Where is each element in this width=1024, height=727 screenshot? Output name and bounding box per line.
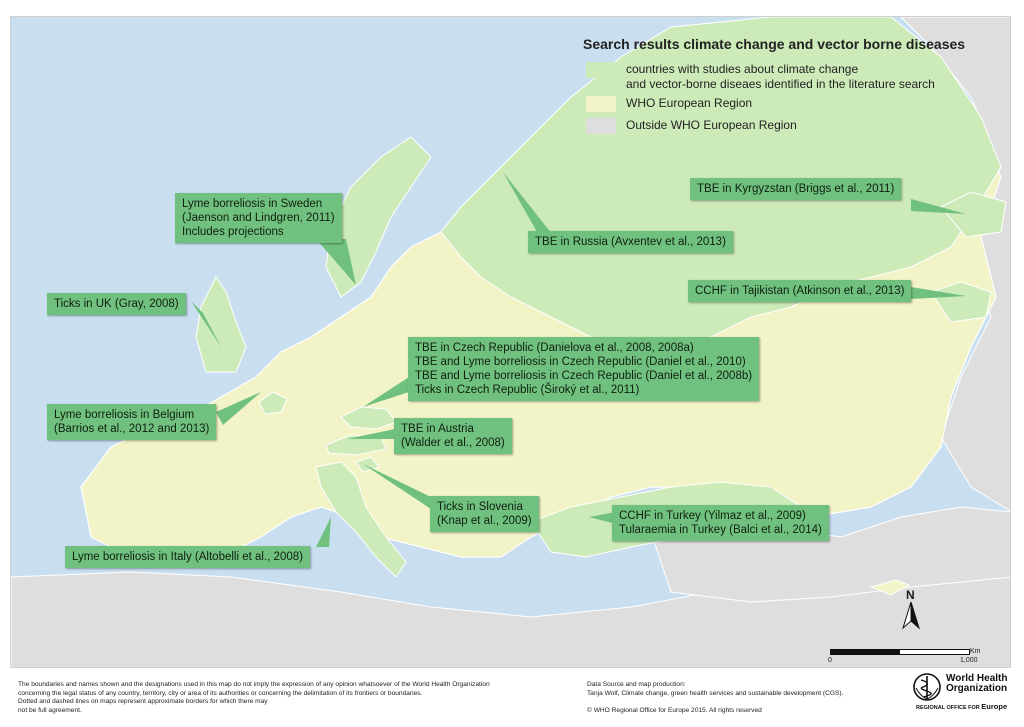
callout-austria: TBE in Austria (Walder et al., 2008) <box>394 418 512 454</box>
legend-label-studied: countries with studies about climate change and vector-borne diseaes identified in the literature search <box>626 62 935 91</box>
legend-item-outside <box>586 118 797 134</box>
who-emblem-icon <box>912 672 942 702</box>
country-uk <box>196 277 246 372</box>
scale-start: 0 <box>828 657 832 664</box>
legend-swatch-studied <box>586 62 616 78</box>
who-regional-office: REGIONAL OFFICE FOR Europe <box>916 702 1008 711</box>
scale-unit: Km <box>970 648 981 655</box>
callout-tajikistan: CCHF in Tajikistan (Atkinson et al., 2013) <box>688 280 911 302</box>
callout-turkey: CCHF in Turkey (Yilmaz et al., 2009) Tularaemia in Turkey (Balci et al., 2014) <box>612 505 829 541</box>
scale-bar <box>830 649 970 655</box>
legend-label-outside: Outside WHO European Region <box>626 118 797 132</box>
legend-item-who-region <box>586 96 752 112</box>
callout-kyrgyzstan: TBE in Kyrgyzstan (Briggs et al., 2011) <box>690 178 901 200</box>
callout-belgium: Lyme borreliosis in Belgium (Barrios et al., 2012 and 2013) <box>47 404 216 440</box>
callout-uk: Ticks in UK (Gray, 2008) <box>47 293 186 315</box>
callout-czech: TBE in Czech Republic (Danielova et al., 2008, 2008a) TBE and Lyme borreliosis in Czech Republic (Daniel et al., 2010) TBE and Lyme borreliosis in Czech Republic (Daniel et al., 2008b) Ticks in Czech Republic (Široký et al., 2011) <box>408 337 759 401</box>
legend-swatch-outside <box>586 118 616 134</box>
north-arrow-icon <box>900 588 922 632</box>
callout-italy: Lyme borreliosis in Italy (Altobelli et al., 2008) <box>65 546 310 568</box>
callout-sweden: Lyme borreliosis in Sweden (Jaenson and Lindgren, 2011) Includes projections <box>175 193 342 243</box>
legend-label-who-region: WHO European Region <box>626 96 753 110</box>
callout-russia: TBE in Russia (Avxentev et al., 2013) <box>528 231 733 253</box>
legend-swatch-who-region <box>586 96 616 112</box>
leader-italy <box>316 517 331 547</box>
scale-end: 1,000 <box>960 657 978 664</box>
north-label: N <box>906 588 915 602</box>
footer-source: Data Source and map production: Tanja Wolf, Climate change, green health services and sustainable development (CGS). © WHO Regional Office for Europe 2015. All rights reserved <box>587 681 844 714</box>
who-name: World Health Organization <box>946 673 1008 694</box>
callout-slovenia: Ticks in Slovenia (Knap et al., 2009) <box>430 496 539 532</box>
legend-item-studied <box>586 62 935 92</box>
map-title: Search results climate change and vector borne diseases <box>583 36 966 52</box>
footer-disclaimer: The boundaries and names shown and the designations used in this map do not imply the expression of any opinion whatsoever of the World Health Organization concerning the legal status of any country, territory, city or area of its authorities or concerning the delimitation of its frontiers or boundaries. Dotted and dashed lines on maps represent approximate borders for which there may not be full agreement. <box>18 681 490 714</box>
